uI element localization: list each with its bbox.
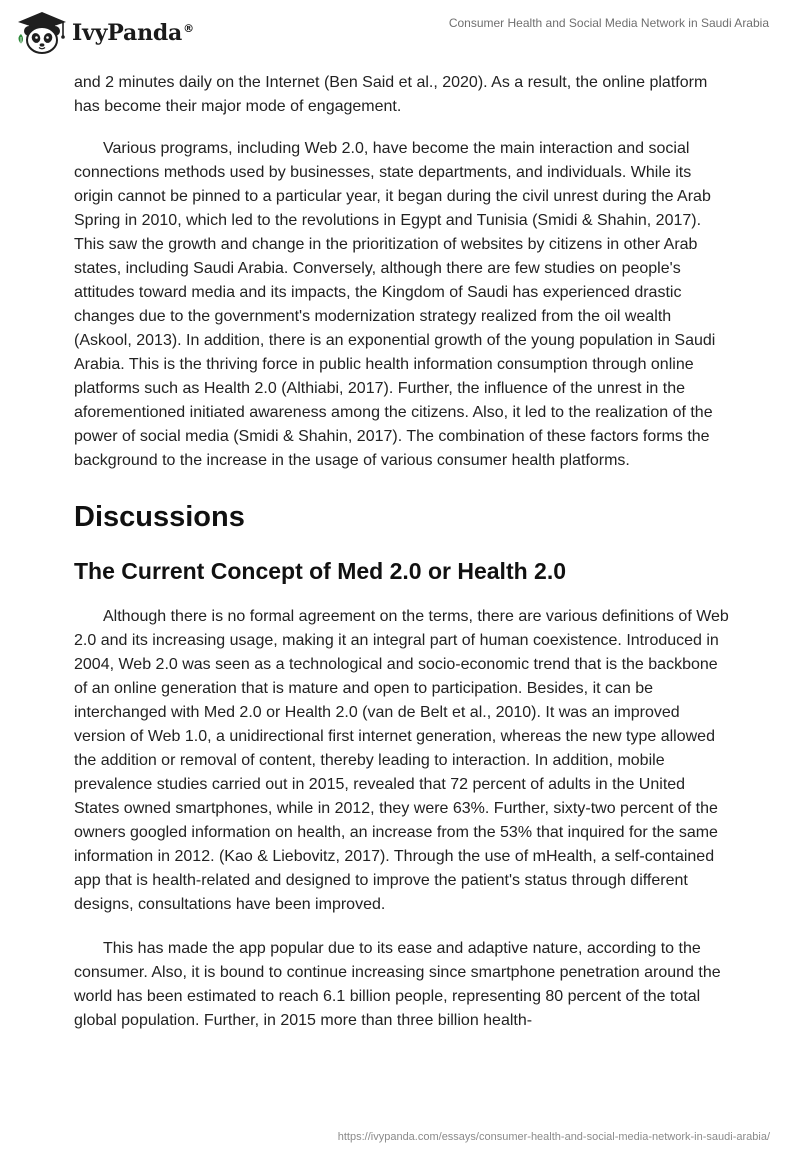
source-url[interactable]: https://ivypanda.com/essays/consumer-health-and-social-media-network-in-saudi-arabia/ <box>337 1131 770 1143</box>
essay-body <box>74 71 729 1033</box>
document-title: Consumer Health and Social Media Network in Saudi Arabia <box>448 16 769 30</box>
logo-text: IvyPanda® <box>72 20 194 46</box>
paragraph-4: This has made the app popular due to its ease and adaptive nature, according to the consumer. Also, it is bound to continue increasing since smartphone penetration around the world has been estimated to reach 6.1 billion people, representing 80 percent of the total global population. Further, in 2015 more than three billion health- <box>74 940 721 1029</box>
paragraph-3: Although there is no formal agreement on the terms, there are various definitions of Web 2.0 and its increasing usage, making it an integral part of human coexistence. Introduced in 2004, Web 2.0 was seen as a technological and socio-economic trend that is the backbone of an online generation that is mature and open to participation. Besides, it can be interchanged with Med 2.0 or Health 2.0 (van de Belt et al., 2010). It was an improved version of Web 1.0, a unidirectional first internet generation, whereas the new type allowed the addition or removal of content, thereby leading to interaction. In addition, mobile prevalence studies carried out in 2015, revealed that 72 percent of adults in the United States owned smartphones, while in 2012, they were 63%. Further, sixty-two percent of the owners googled information on health, an increase from the 53% that inquired for the same information in 2012. (Kao & Liebovitz, 2017). Through the use of mHealth, a self-contained app that is health-related and designed to improve the patient's status through different designs, consultations have been improved. <box>74 608 729 913</box>
paragraph-2: Various programs, including Web 2.0, have become the main interaction and social connections methods used by businesses, state departments, and individuals. While its origin cannot be pinned to a particular year, it began during the civil unrest during the Arab Spring in 2010, which led to the revolutions in Egypt and Tunisia (Smidi & Shahin, 2017). This saw the growth and change in the prioritization of websites by citizens in other Arab states, including Saudi Arabia. Conversely, although there are few studies on people's attitudes toward media and its impacts, the Kingdom of Saudi has experienced drastic changes due to the government's modernization strategy realized from the oil wealth (Askool, 2013). In addition, there is an exponential growth of the young population in Saudi Arabia. This is the thriving force in public health information consumption through online platforms such as Health 2.0 (Althiabi, 2017). Further, the influence of the unrest in the aforementioned initiated awareness among the citizens. Also, it led to the realization of the power of social media (Smidi & Shahin, 2017). The combination of these factors forms the background to the increase in the usage of various consumer health platforms. <box>74 140 716 469</box>
registered-mark: ® <box>183 21 194 35</box>
section-heading-discussions: Discussions <box>74 501 245 533</box>
panda-graduate-icon <box>12 8 70 56</box>
subsection-heading-health-2: The Current Concept of Med 2.0 or Health 2.0 <box>74 558 567 584</box>
page-header <box>0 0 800 64</box>
ivypanda-logo[interactable] <box>12 8 194 56</box>
paragraph-1: and 2 minutes daily on the Internet (Ben Said et al., 2020). As a result, the online platform has become their major mode of engagement. <box>74 74 708 115</box>
